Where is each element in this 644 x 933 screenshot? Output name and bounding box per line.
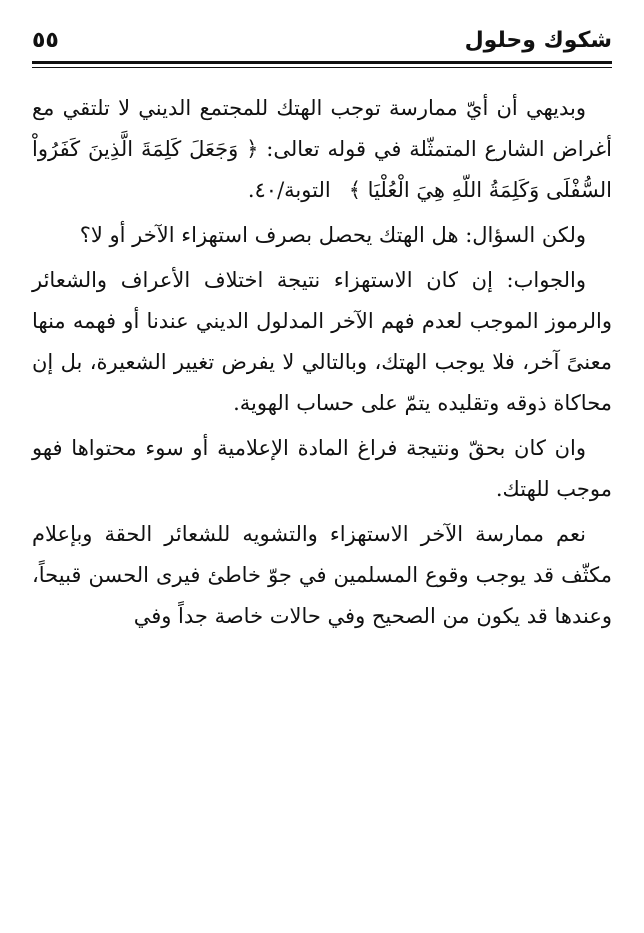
quran-verse: ﴿ وَجَعَلَ كَلِمَةَ الَّذِينَ كَفَرُواْ السُّفْلَى وَكَلِمَةُ اللّهِ هِيَ الْعُلْيَا ﴾ [32, 137, 612, 202]
running-title: شكوك وحلول [464, 28, 612, 53]
page-header [32, 26, 612, 60]
paragraph-5 [32, 514, 612, 637]
paragraph-4-text: وان كان بحقّ ونتيجة فراغ المادة الإعلامية أو سوء محتواها فهو موجب للهتك. [32, 436, 612, 501]
paragraph-1 [32, 88, 612, 211]
paragraph-3-text: والجواب: إن كان الاستهزاء نتيجة اختلاف الأعراف والشعائر والرموز الموجب لعدم فهم الآخر المدلول الديني عندنا أو فهمه منها معنىً آخر، فلا يوجب الهتك، وبالتالي لا يفرض تغيير الشعيرة، بل إن محاكاة ذوقه وتقليده يتمّ على حساب الهوية. [32, 268, 612, 415]
header-rule-thin [32, 67, 612, 68]
verse-reference: التوبة/٤٠. [247, 178, 331, 202]
paragraph-2-text: ولكن السؤال: هل الهتك يحصل بصرف استهزاء الآخر أو لا؟ [79, 223, 586, 247]
body-text [32, 88, 612, 641]
page-number: ٥٥ [32, 28, 59, 53]
header-rule-thick [32, 61, 612, 64]
paragraph-2 [32, 215, 612, 256]
paragraph-4 [32, 428, 612, 510]
paragraph-5-text: نعم ممارسة الآخر الاستهزاء والتشويه للشعائر الحقة وبإعلام مكثّف قد يوجب وقوع المسلمين في جوّ خاطئ فيرى الحسن قبيحاً، وعندها قد يكون من الصحيح وفي حالات خاصة جداً وفي [32, 522, 612, 628]
paragraph-3 [32, 260, 612, 424]
paragraph-1-text: وبديهي أن أيّ ممارسة توجب الهتك للمجتمع الديني لا تلتقي مع أغراض الشارع المتمثّلة في قوله تعالى: [32, 96, 612, 161]
